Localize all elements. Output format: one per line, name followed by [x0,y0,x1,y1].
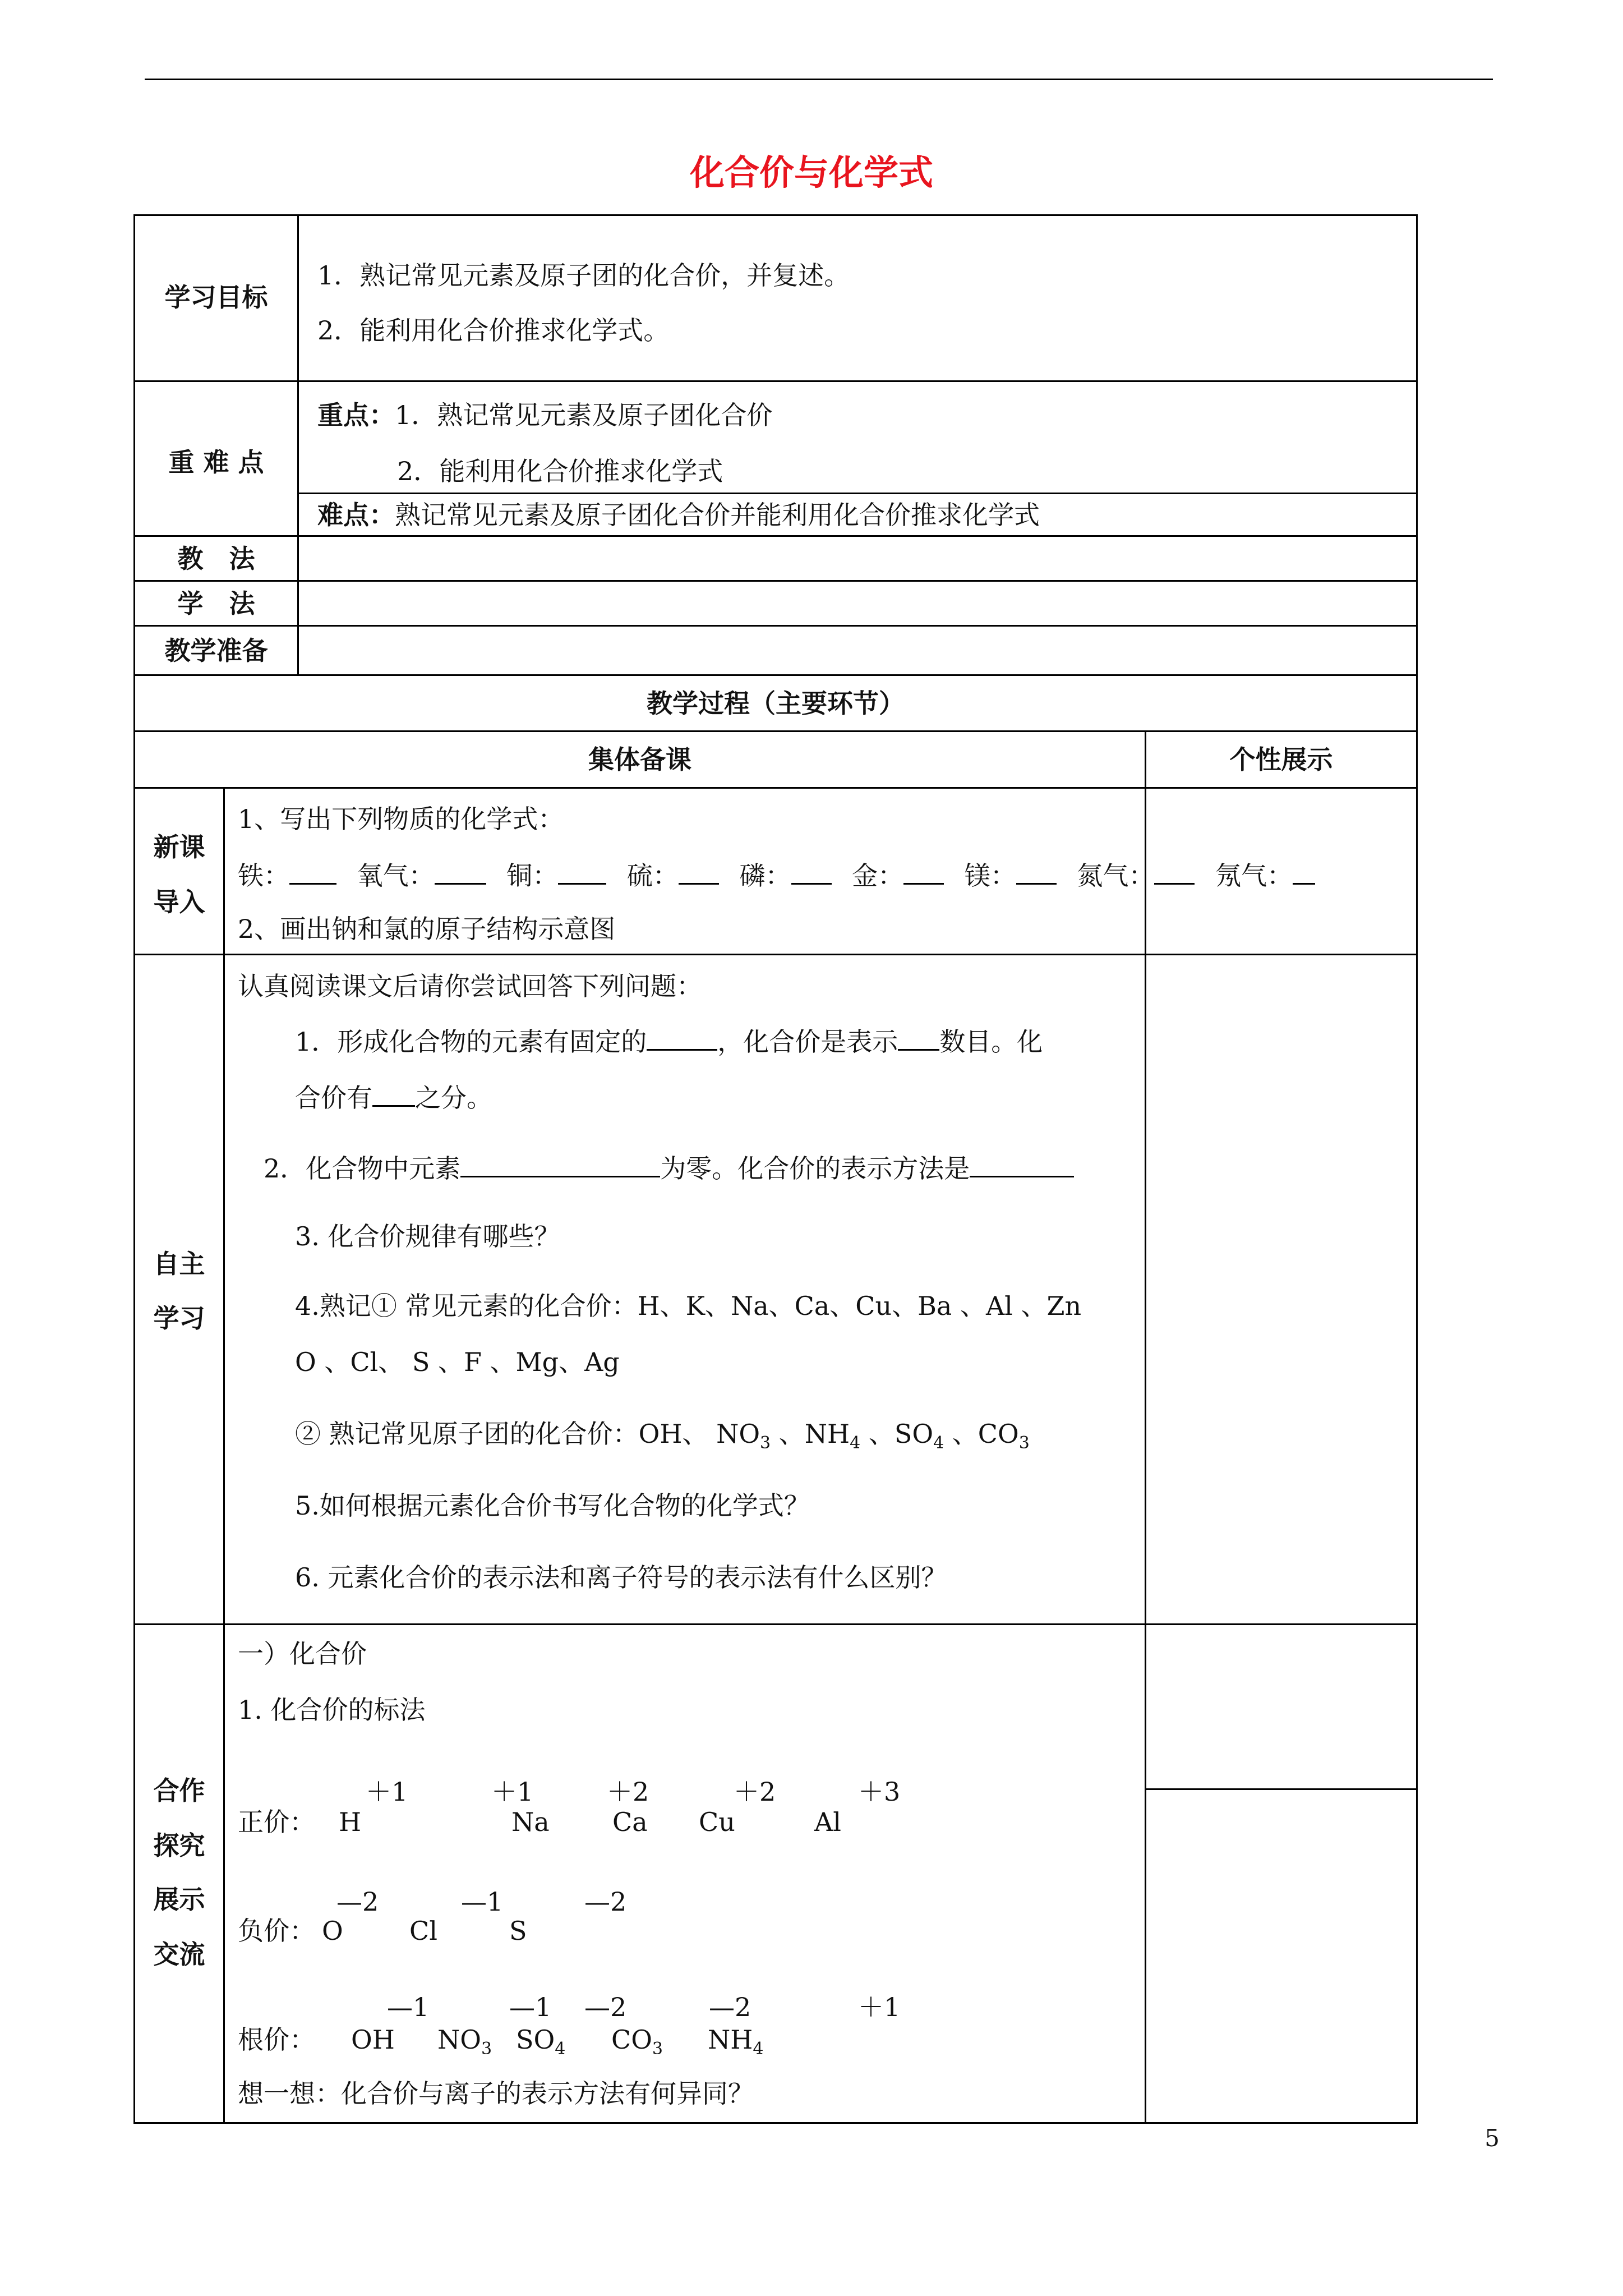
focus-line-1 [317,399,772,431]
substance-label: 磷： [739,861,791,891]
substance-label: 氮气： [1077,861,1155,891]
valence-mark: —2 [584,1992,627,2022]
valence-mark: —2 [709,1992,751,2022]
difficulty-text: 熟记常见元素及原子团化合价并能利用化合价推求化学式 [395,500,1040,530]
personal-header: 个性展示 [1229,744,1333,775]
negative-label: 负价： [238,1916,315,1946]
answer-blank[interactable] [372,1080,415,1107]
objective-item: 1．熟记常见元素及原子团的化合价，并复述。 [317,260,850,291]
radical-text: NH [708,2024,753,2055]
radical-text: CO [611,2024,652,2055]
cooperate-label-3: 展示 [153,1884,205,1915]
element-symbol: O [322,1916,343,1946]
page-number: 5 [1484,2124,1500,2152]
valence-mark: ＋1 [366,1777,408,1807]
focus-text-1: 1．熟记常见元素及原子团化合价 [395,400,773,430]
q1-text: 1．形成化合物的元素有固定的 [295,1027,647,1057]
subscript: 4 [933,1433,944,1453]
self-study-q5: 5.如何根据元素化合价书写化合物的化学式？ [295,1490,810,1521]
header-rule [145,79,1493,80]
valence-mark: ＋1 [858,1992,901,2022]
teaching-method-label: 教 法 [177,544,255,574]
self-study-label-2: 学习 [153,1303,205,1333]
element-symbol: Cu [699,1807,735,1837]
q1-text: 之分。 [415,1083,492,1113]
self-study-q1-line2 [295,1080,492,1114]
objective-item: 2．能利用化合价推求化学式。 [317,315,670,346]
cooperate-subtitle: 1. 化合价的标法 [238,1695,426,1725]
subscript: 4 [850,1433,861,1453]
valence-mark: ＋1 [491,1777,534,1807]
self-study-q4-line2: O 、Cl、 S 、F 、Mg、Ag [295,1347,620,1377]
valence-mark: —2 [584,1887,627,1917]
valence-mark: —2 [336,1887,379,1917]
radical-text: SO [516,2024,555,2055]
radical-symbol [437,2024,492,2059]
answer-blank[interactable] [791,858,832,885]
q4-text: 、CO [944,1419,1019,1449]
focus-text-2: 2．能利用化合价推求化学式 [397,456,723,486]
radical-text: OH [351,2024,395,2055]
subscript: 3 [760,1433,771,1453]
cooperate-section-title: 一）化合价 [238,1639,367,1669]
valence-mark: —1 [509,1992,552,2022]
answer-blank[interactable] [1293,858,1315,885]
subscript: 3 [652,2039,663,2059]
self-study-label-1: 自主 [153,1249,205,1279]
valence-mark: —1 [461,1887,504,1917]
self-study-q4-line1: 4.熟记① 常见元素的化合价：H、K、Na、Ca、Cu、Ba 、Al 、Zn [295,1291,1082,1321]
substance-row [238,858,1315,891]
q2-text: 为零。化合价的表示方法是 [660,1153,970,1184]
intro-question-1: 1、写出下列物质的化学式： [238,804,564,834]
element-symbol: Al [814,1807,841,1837]
radical-symbol [351,2024,395,2055]
substance-label: 硫： [626,861,679,891]
substance-label: 镁： [964,861,1016,891]
cooperate-label-1: 合作 [153,1775,205,1806]
substance-label: 铁： [238,861,289,891]
subscript: 3 [481,2039,492,2059]
substance-label: 金： [852,861,904,891]
key-points-label: 重 难 点 [168,447,264,477]
substance-label: 铜： [506,861,559,891]
self-study-q3: 3. 化合价规律有哪些？ [295,1221,560,1251]
element-symbol: S [509,1916,527,1946]
self-study-lead: 认真阅读课文后请你尝试回答下列问题： [238,971,702,1001]
answer-blank[interactable] [679,858,719,885]
answer-blank[interactable] [970,1151,1074,1177]
process-header: 教学过程（主要环节） [647,688,905,719]
radical-text: NO [437,2024,481,2055]
valence-mark: ＋2 [607,1777,649,1807]
preparation-label: 教学准备 [164,636,268,666]
element-symbol: H [339,1807,362,1837]
q1-text: ，化合价是表示 [717,1027,898,1057]
page-title: 化合价与化学式 [689,152,933,193]
focus-label: 重点： [317,400,395,430]
answer-blank[interactable] [898,1024,939,1051]
answer-blank[interactable] [903,858,944,885]
q4-text: 、SO [860,1419,934,1449]
self-study-q1-line1 [295,1024,1043,1057]
intro-label-1: 新课 [153,832,205,862]
difficulty-line [317,499,1040,531]
answer-blank[interactable] [558,858,606,885]
valence-mark: ＋3 [858,1777,901,1807]
substance-label: 氧气： [357,861,435,891]
answer-blank[interactable] [289,858,336,885]
cooperate-label-2: 探究 [153,1830,205,1861]
learning-method-label: 学 法 [177,588,255,619]
radical-symbol [611,2024,663,2059]
think-question: 想一想：化合价与离子的表示方法有何异同？ [238,2078,754,2109]
subscript: 4 [555,2039,566,2059]
substance-label: 氖气： [1215,861,1293,891]
q4-text: ② 熟记常见原子团的化合价：OH、 NO [295,1419,760,1449]
valence-mark: ＋2 [734,1777,776,1807]
difficulty-label: 难点： [317,500,395,530]
answer-blank[interactable] [460,1151,660,1177]
radical-label: 根价： [238,2024,315,2055]
q1-text: 合价有 [295,1083,372,1113]
radical-symbol [516,2024,566,2059]
q1-text: 数目。化 [939,1027,1043,1057]
cooperate-label-4: 交流 [153,1939,205,1970]
self-study-q6: 6. 元素化合价的表示法和离子符号的表示法有什么区别？ [295,1562,947,1593]
element-symbol: Na [511,1807,550,1837]
subscript: 3 [1018,1433,1030,1453]
subscript: 4 [753,2039,764,2059]
intro-label-2: 导入 [153,887,205,917]
element-symbol: Cl [409,1916,437,1946]
positive-label: 正价： [238,1807,315,1837]
answer-blank[interactable] [435,858,486,885]
answer-blank[interactable] [647,1024,717,1051]
q2-text: 2．化合物中元素 [264,1153,461,1184]
radical-symbol [708,2024,764,2059]
answer-blank[interactable] [1016,858,1057,885]
self-study-q2 [264,1151,1074,1184]
element-symbol: Ca [612,1807,648,1837]
answer-blank[interactable] [1154,858,1195,885]
objectives-label: 学习目标 [164,282,268,312]
intro-question-2: 2、画出钠和氯的原子结构示意图 [238,914,616,944]
valence-mark: —1 [387,1992,430,2022]
collective-header: 集体备课 [588,744,691,775]
self-study-q4-line3 [295,1418,1030,1453]
q4-text: 、NH [771,1419,850,1449]
